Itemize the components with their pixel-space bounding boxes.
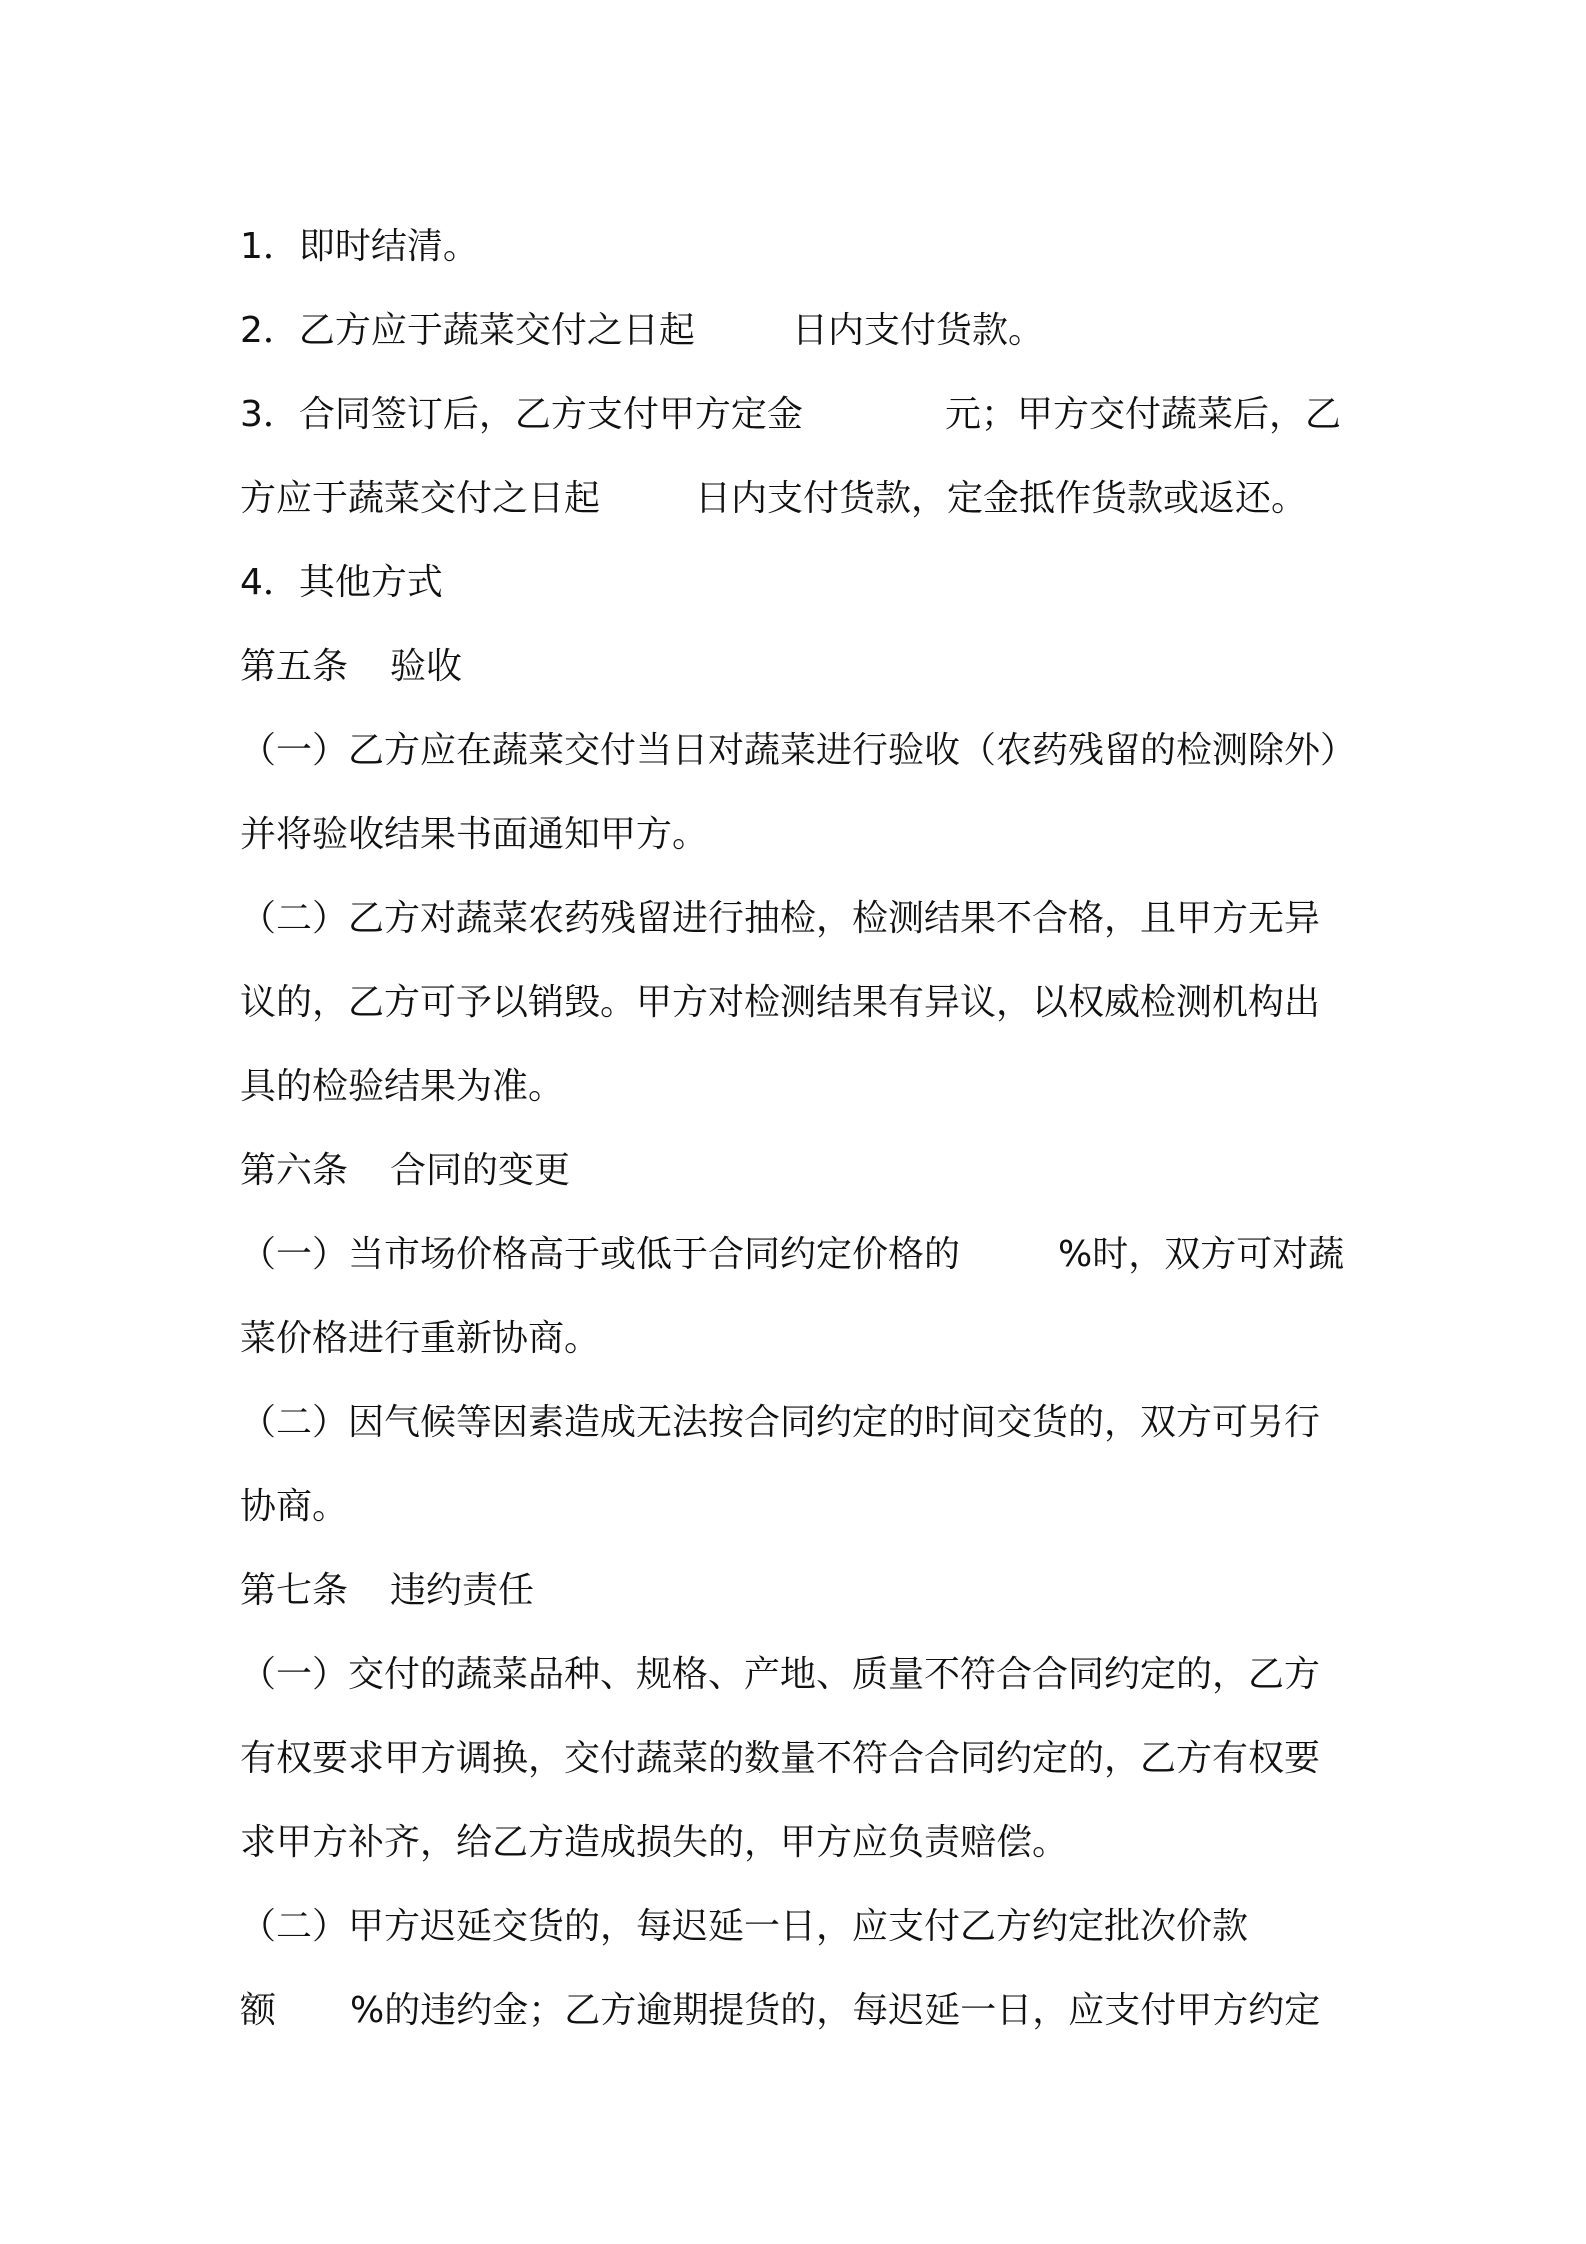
- paragraph-line: [240, 541, 1360, 625]
- text-segment: 额: [240, 1990, 277, 2031]
- article-title: 违约责任: [390, 1570, 535, 1611]
- text-segment: （一）交付的蔬菜品种、规格、产地、质量不符合合同约定的，乙方: [240, 1654, 1321, 1695]
- text-segment: （二）因气候等因素造成无法按合同约定的时间交货的，双方可另行: [240, 1402, 1321, 1443]
- article-heading: [240, 625, 1360, 709]
- paragraph-line: [240, 373, 1360, 457]
- text-segment: 1．即时结清。: [240, 226, 479, 267]
- text-segment: 议的，乙方可予以销毁。甲方对检测结果有异议，以权威检测机构出: [240, 982, 1321, 1023]
- paragraph-line: [240, 1045, 1360, 1129]
- text-segment: 求甲方补齐，给乙方造成损失的，甲方应负责赔偿。: [240, 1822, 1069, 1863]
- text-segment: （一）乙方应在蔬菜交付当日对蔬菜进行验收（农药残留的检测除外）: [240, 730, 1357, 771]
- text-segment: 2．乙方应于蔬菜交付之日起: [240, 310, 695, 351]
- paragraph-line: [240, 1213, 1360, 1297]
- paragraph-line: [240, 961, 1360, 1045]
- article-title: 合同的变更: [390, 1150, 571, 1191]
- paragraph-line: [240, 1297, 1360, 1381]
- paragraph-line: [240, 457, 1360, 541]
- text-segment: 4．其他方式: [240, 562, 443, 603]
- text-segment: （二）乙方对蔬菜农药残留进行抽检，检测结果不合格，且甲方无异: [240, 898, 1321, 939]
- article-number: 第六条: [240, 1150, 349, 1191]
- paragraph-line: [240, 1465, 1360, 1549]
- paragraph-line: [240, 793, 1360, 877]
- paragraph-line: [240, 1885, 1360, 1969]
- text-segment: 菜价格进行重新协商。: [240, 1318, 601, 1359]
- text-segment: 具的检验结果为准。: [240, 1066, 565, 1107]
- text-segment: 3．合同签订后，乙方支付甲方定金: [240, 394, 803, 435]
- text-segment: （一）当市场价格高于或低于合同约定价格的: [240, 1234, 961, 1275]
- paragraph-line: [240, 1633, 1360, 1717]
- text-segment: %的违约金；乙方逾期提货的，每迟延一日，应支付甲方约定: [350, 1990, 1321, 2031]
- text-segment: 有权要求甲方调换，交付蔬菜的数量不符合合同约定的，乙方有权要: [240, 1738, 1321, 1779]
- text-segment: 并将验收结果书面通知甲方。: [240, 814, 709, 855]
- text-segment: 协商。: [240, 1486, 349, 1527]
- text-segment: 日内支付货款。: [792, 310, 1045, 351]
- paragraph-line: [240, 877, 1360, 961]
- text-segment: %时，双方可对蔬: [1058, 1234, 1345, 1275]
- paragraph-line: [240, 709, 1360, 793]
- document-page: [240, 205, 1360, 2053]
- paragraph-line: [240, 1801, 1360, 1885]
- paragraph-line: [240, 205, 1360, 289]
- paragraph-line: [240, 1969, 1360, 2053]
- text-segment: 方应于蔬菜交付之日起: [240, 478, 601, 519]
- text-segment: （二）甲方迟延交货的，每迟延一日，应支付乙方约定批次价款: [240, 1906, 1249, 1947]
- article-number: 第七条: [240, 1570, 349, 1611]
- article-heading: [240, 1129, 1360, 1213]
- article-number: 第五条: [240, 646, 349, 687]
- article-title: 验收: [390, 646, 463, 687]
- paragraph-line: [240, 1381, 1360, 1465]
- article-heading: [240, 1549, 1360, 1633]
- text-segment: 元；甲方交付蔬菜后，乙: [945, 394, 1342, 435]
- paragraph-line: [240, 1717, 1360, 1801]
- text-segment: 日内支付货款，定金抵作货款或返还。: [695, 478, 1308, 519]
- paragraph-line: [240, 289, 1360, 373]
